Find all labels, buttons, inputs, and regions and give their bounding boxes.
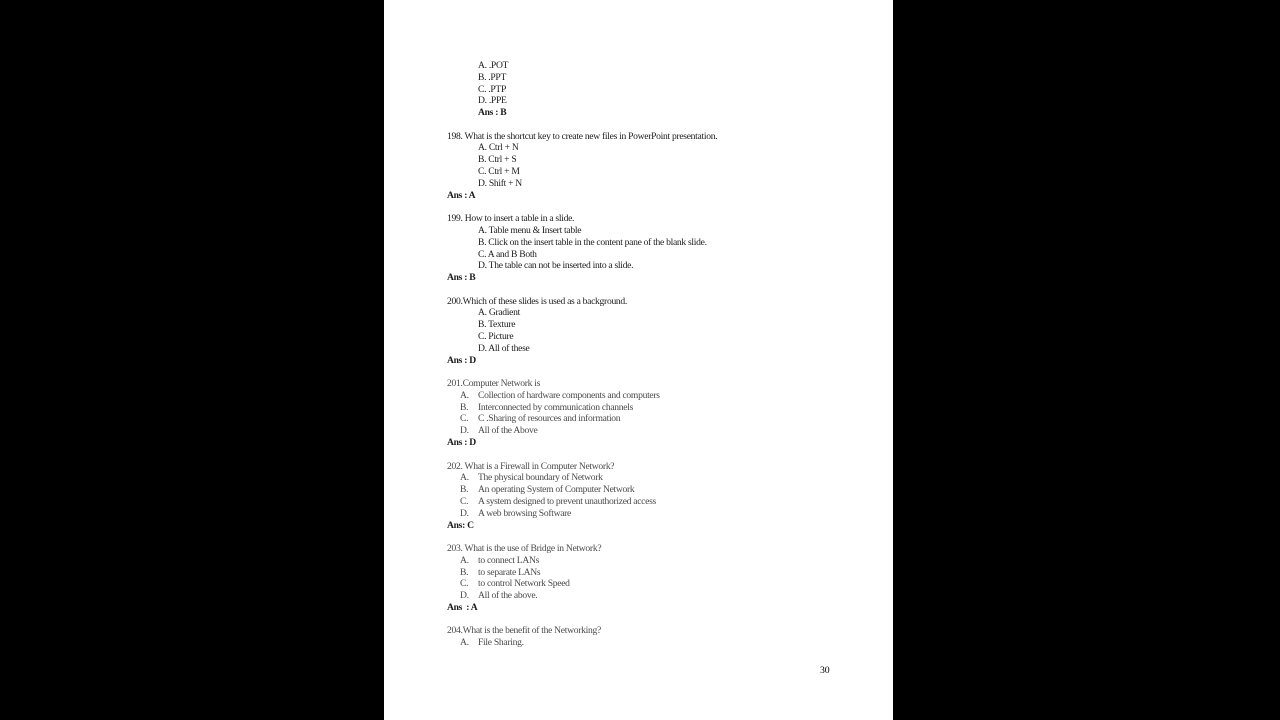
option-letter: D. [460,507,469,519]
option-letter: C. [460,495,469,507]
question-block [447,543,873,614]
option-text: .PPT [488,71,507,83]
option-text: The table can not be inserted into a slide. [488,260,634,272]
option-text: A web browsing Software [478,507,572,519]
option-letter: B. [478,319,489,331]
option-letter: C. [478,83,489,95]
option-text: Gradient [488,307,520,319]
question-option [460,555,873,567]
question-block [447,625,873,649]
option-letter: A. [460,389,469,401]
question-option [478,249,873,261]
question-option [460,402,873,414]
question-text: 204.What is the benefit of the Networking? [447,625,601,637]
option-letter: D. [478,260,489,272]
option-letter: D. [478,342,489,354]
option-text: All of the Above [478,425,538,437]
option-text: Table menu & Insert table [488,224,582,236]
option-letter: A. [460,554,469,566]
question-text: 199. How to insert a table in a slide. [447,213,575,225]
answer-line: Ans : A [447,189,476,201]
question-block [447,131,873,202]
option-letter: C. [460,413,469,425]
option-text: C .Sharing of resources and information [478,413,621,425]
question-text: 198. What is the shortcut key to create new files in PowerPoint presentation. [447,130,718,142]
question-text: 202. What is a Firewall in Computer Network? [447,460,615,472]
option-letter: B. [460,566,469,578]
question-option [478,307,873,319]
question-block [447,296,873,367]
option-letter: B. [478,71,489,83]
option-letter: D. [460,590,469,602]
option-letter: B. [478,154,489,166]
question-option [478,84,873,96]
option-text: to connect LANs [478,554,540,566]
question-option [478,331,873,343]
question-option [460,508,873,520]
option-text: Click on the insert table in the content pane of the blank slide. [488,236,707,248]
option-text: A system designed to prevent unauthorized access [478,495,656,507]
option-text: Ctrl + S [488,154,517,166]
option-text: Texture [488,319,516,331]
answer-line: Ans : B [478,107,507,119]
question-option [478,95,873,107]
question-option [478,343,873,355]
option-text: .PPE [488,95,507,107]
question-block [447,461,873,532]
question-option [460,413,873,425]
question-option [460,567,873,579]
answer-line: Ans : D [447,354,476,366]
option-text: A and B Both [487,248,537,260]
questions-list [384,0,893,661]
question-option [460,472,873,484]
question-option [478,142,873,154]
option-letter: D. [478,95,489,107]
question-option [478,166,873,178]
question-option [460,425,873,437]
option-letter: B. [478,236,489,248]
option-text: to control Network Speed [478,578,570,590]
option-text: Interconnected by communication channels [478,401,634,413]
option-letter: C. [478,331,489,342]
answer-line: Ans : B [447,272,476,284]
question-option [460,484,873,496]
option-letter: C. [478,248,488,260]
answer-line: Ans: C [447,519,474,531]
answer-line: Ans : D [447,437,476,449]
option-letter: D. [478,177,489,189]
question-option [478,260,873,272]
question-option [460,578,873,590]
question-text: 203. What is the use of Bridge in Network? [447,543,602,555]
question-option [460,390,873,402]
question-option [478,154,873,166]
option-letter: A. [460,637,469,649]
question-block [447,378,873,449]
option-letter: B. [460,484,469,496]
question-option [460,637,873,649]
page-number: 30 [820,665,830,676]
question-block [447,213,873,284]
option-text: The physical boundary of Network [478,472,603,484]
question-option [478,178,873,190]
option-letter: A. [478,307,489,319]
question-option [478,60,873,72]
question-option [478,237,873,249]
question-text: 200.Which of these slides is used as a background. [447,295,628,307]
option-letter: C. [460,578,469,590]
option-text: All of the above. [478,590,538,602]
question-option [478,319,873,331]
option-letter: A. [478,224,489,236]
option-letter: A. [478,142,489,154]
question-option [478,72,873,84]
option-text: Collection of hardware components and computers [478,389,660,401]
question-text: 201.Computer Network is [447,378,541,390]
option-text: .PTP [488,83,507,95]
question-option [460,590,873,602]
document-page [384,0,893,720]
question-option [478,225,873,237]
question-option [460,496,873,508]
option-letter: A. [478,60,489,71]
answer-line: Ans : A [447,602,478,613]
option-text: Shift + N [488,177,522,189]
option-text: Ctrl + N [488,142,519,154]
option-text: All of these [488,342,530,354]
option-text: to separate LANs [478,566,541,578]
option-text: Picture [488,331,514,342]
option-text: Ctrl + M [488,166,520,178]
option-letter: A. [460,472,469,484]
question-block [447,60,873,119]
option-text: .POT [488,60,509,71]
option-text: An operating System of Computer Network [478,484,635,496]
option-letter: D. [460,425,469,437]
option-text: File Sharing. [478,637,524,649]
option-letter: C. [478,166,489,178]
option-letter: B. [460,401,469,413]
